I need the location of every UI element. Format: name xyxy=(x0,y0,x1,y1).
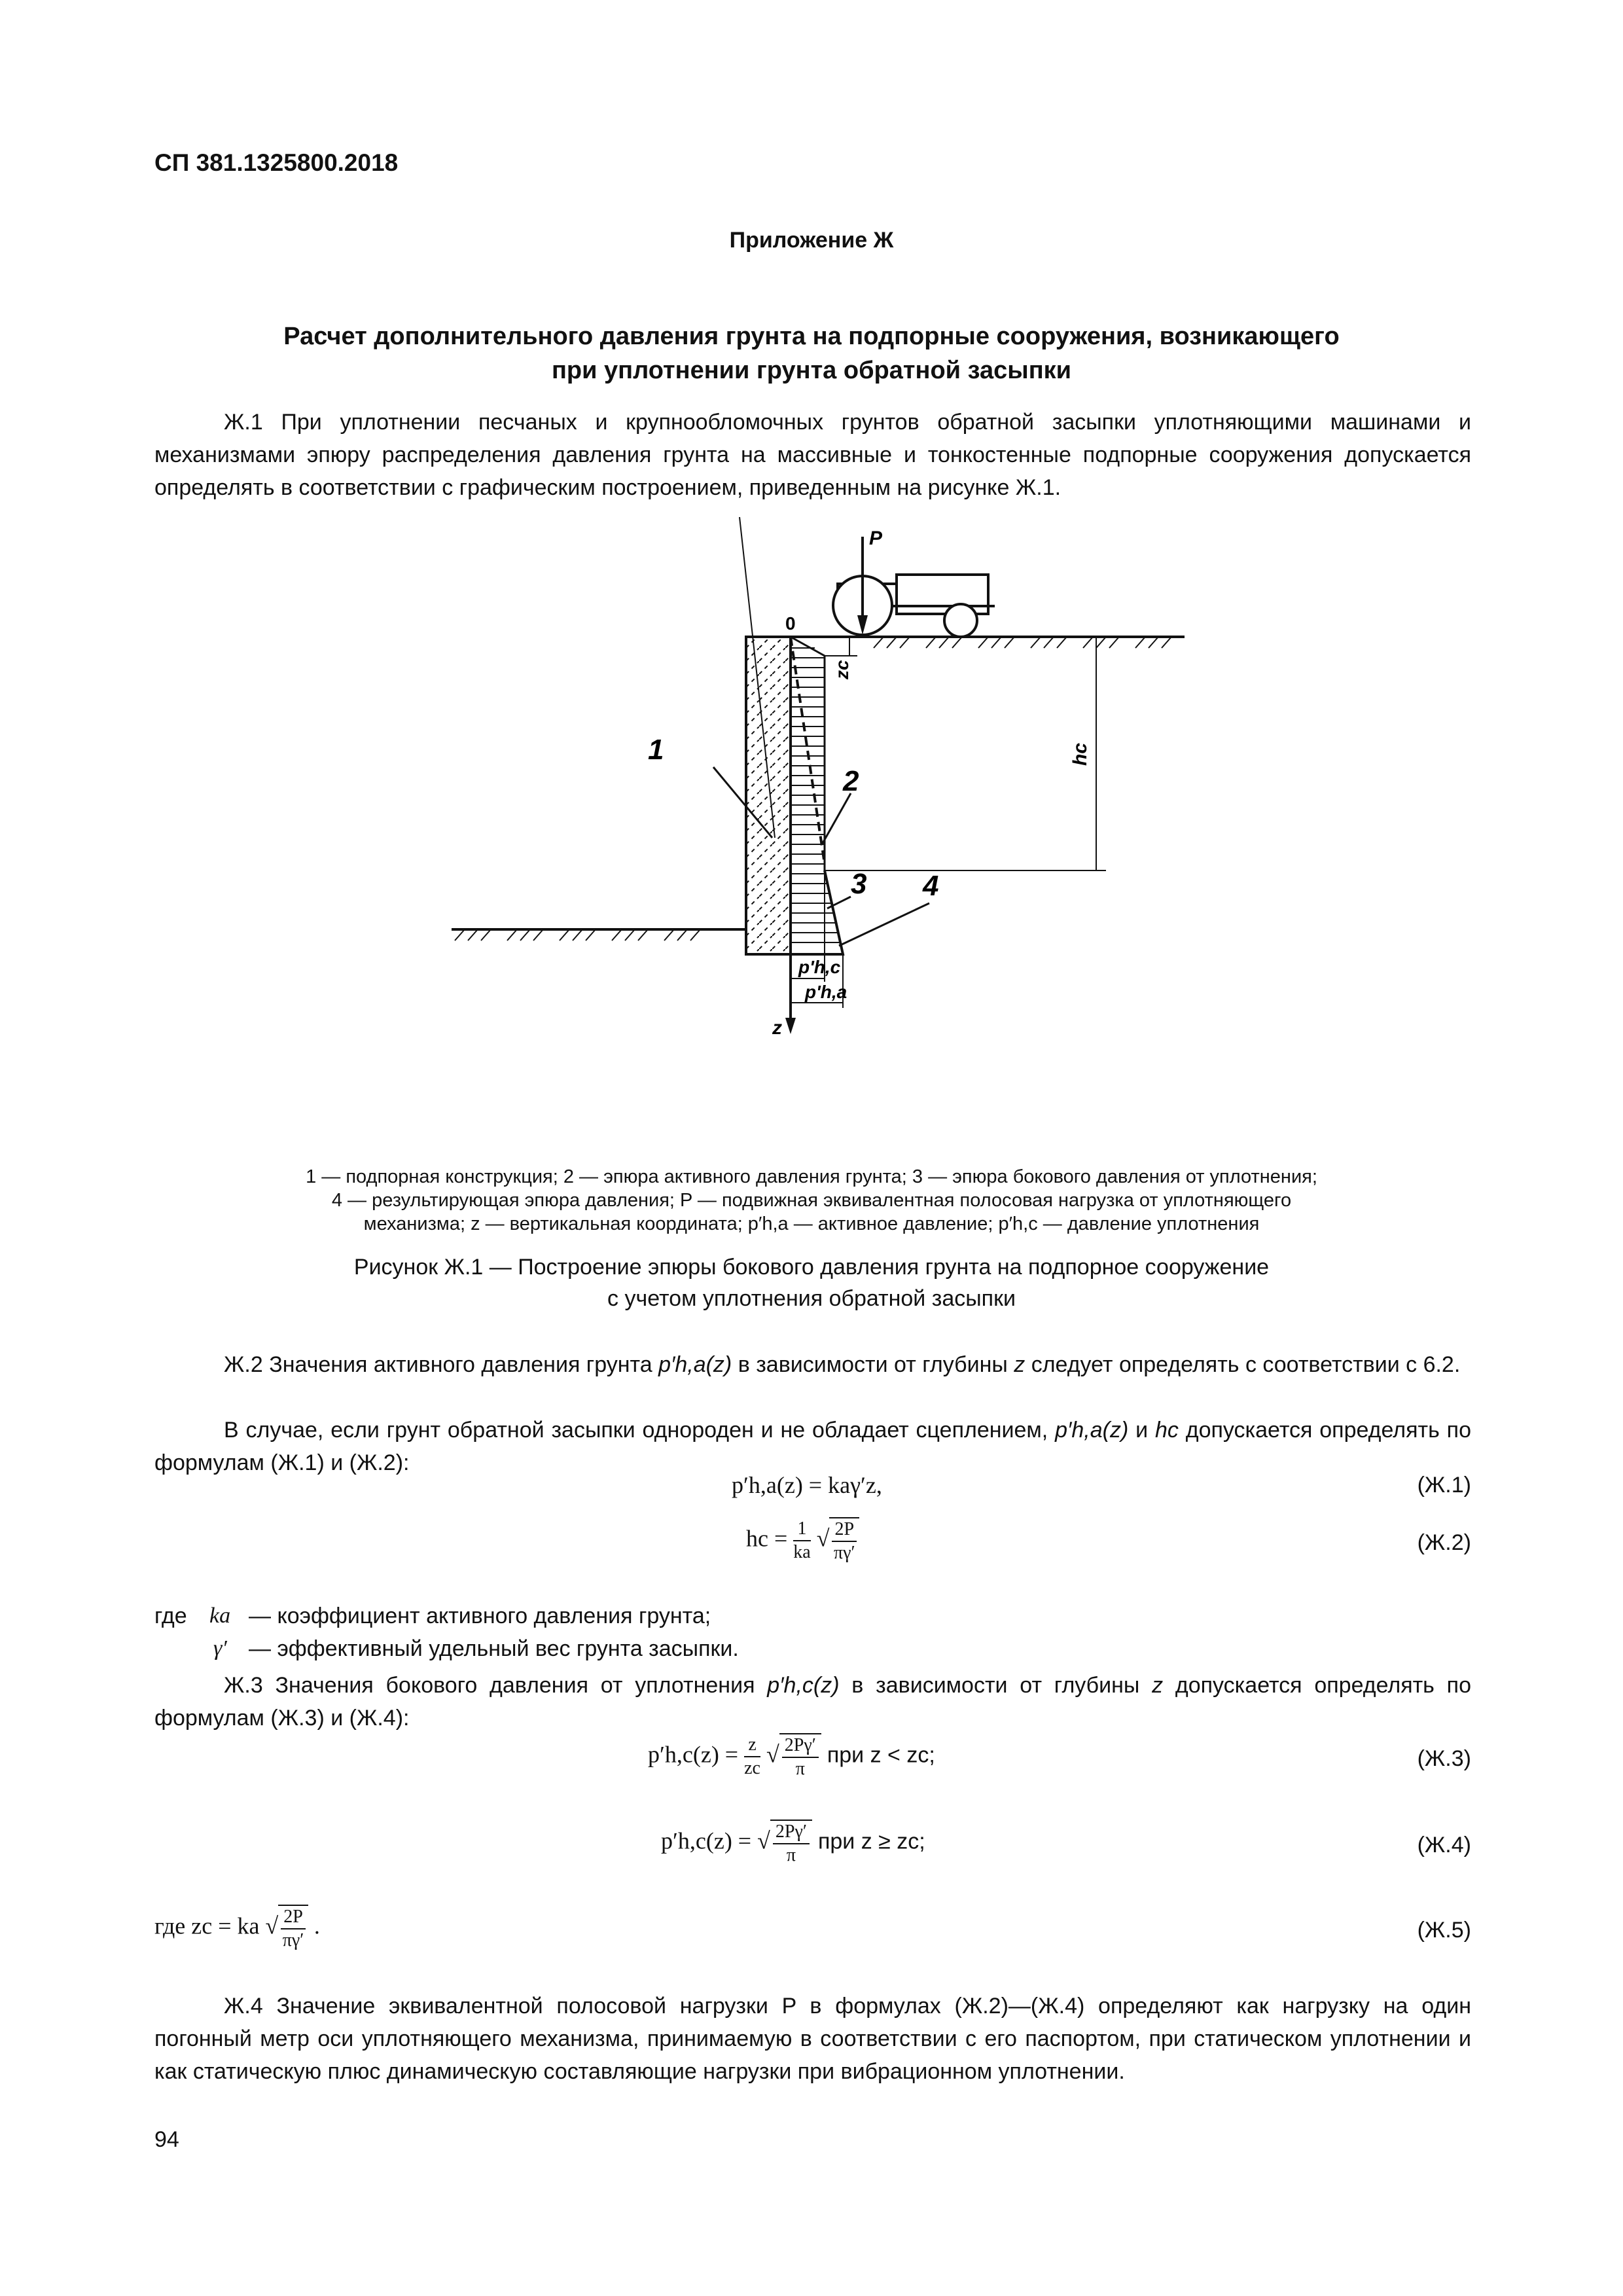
symbol-pha: p′h,a(z) xyxy=(658,1352,732,1377)
sqrt-2Pg-4: 2Pγ′ xyxy=(773,1821,810,1844)
figure-retaining-wall-diagram xyxy=(432,517,1217,1145)
paragraph-zh2b-text-b: и xyxy=(1128,1418,1155,1443)
figure-caption-line-1: Рисунок Ж.1 — Построение эпюры бокового давления грунта на подпорное сооружение xyxy=(353,1255,1270,1280)
retaining-wall xyxy=(746,637,791,954)
label-3: 3 xyxy=(851,868,867,900)
sqrt-sign: √ xyxy=(816,1525,830,1552)
sqrt-2Pg: 2Pγ′ xyxy=(782,1734,819,1758)
symbol-z: z xyxy=(1014,1352,1026,1377)
paragraph-zh2-text-c: следует определять с соответствии с 6.2. xyxy=(1025,1352,1461,1377)
sqrt-sign-3: √ xyxy=(766,1741,779,1768)
frac-z: z xyxy=(744,1734,760,1757)
leader-4 xyxy=(839,903,929,946)
formula-zh4-sqrt xyxy=(770,1820,812,1867)
formula-zh2-number: (Ж.2) xyxy=(1417,1530,1471,1555)
document-code: СП 381.1325800.2018 xyxy=(154,149,399,176)
sqrt-pi-4: π xyxy=(786,1845,796,1865)
leader-2 xyxy=(822,793,851,844)
where-label: где xyxy=(154,1604,187,1628)
sqrt-pig: πγ′ xyxy=(833,1543,855,1563)
section-title xyxy=(0,319,1623,387)
figure-caption xyxy=(0,1251,1623,1314)
formula-zh5-lhs: где zc = ka xyxy=(154,1912,260,1939)
formula-zh3-number: (Ж.3) xyxy=(1417,1746,1471,1771)
symbol-phc: p′h,c(z) xyxy=(767,1673,840,1698)
label-hc: hc xyxy=(1069,742,1091,766)
frac-zc: zc xyxy=(744,1758,760,1778)
sqrt-2P: 2P xyxy=(832,1518,857,1542)
frac-one: 1 xyxy=(793,1518,810,1541)
formula-zh4-number: (Ж.4) xyxy=(1417,1833,1471,1857)
figure-caption-line-2: с учетом уплотнения обратной засыпки xyxy=(607,1286,1016,1311)
label-pha: p'h,a xyxy=(805,982,847,1002)
formula-zh3-sqrt xyxy=(779,1733,821,1780)
pressure-hatch xyxy=(791,648,841,942)
label-2: 2 xyxy=(843,765,859,797)
figure-legend xyxy=(196,1165,1427,1236)
formula-zh1-number: (Ж.1) xyxy=(1417,1473,1471,1498)
formula-zh1: p′h,a(z) = kaγ′z, xyxy=(732,1472,882,1498)
active-pressure-line xyxy=(791,637,825,864)
formula-zh3 xyxy=(648,1733,935,1780)
formula-zh4-condition: при z ≥ zc; xyxy=(817,1829,925,1854)
formula-zh5-sqrt xyxy=(278,1905,308,1952)
sqrt-pi: π xyxy=(795,1759,805,1779)
paragraph-zh2b-text-c: допускается определять по формулам (Ж.1) и (Ж.2): xyxy=(154,1418,1471,1475)
figure-legend-line-1: 1 — подпорная конструкция; 2 — эпюра активного давления грунта; 3 — эпюра бокового давления от уплотнения; xyxy=(306,1166,1317,1187)
formula-zh2 xyxy=(746,1517,859,1564)
where-ka-desc: — коэффициент активного давления грунта; xyxy=(249,1604,711,1628)
formula-zh3-frac xyxy=(744,1734,760,1780)
formula-zh2-lhs: hc = xyxy=(746,1525,788,1552)
formula-zh5-number: (Ж.5) xyxy=(1417,1918,1471,1943)
sqrt-sign-4: √ xyxy=(757,1827,770,1854)
label-4: 4 xyxy=(923,870,939,902)
where-ka-symbol: ka xyxy=(209,1604,231,1628)
ground-hatch-top xyxy=(874,637,1171,648)
formula-zh4-lhs: p′h,c(z) = xyxy=(661,1827,752,1854)
label-z: z xyxy=(772,1017,782,1039)
sqrt-sign-5: √ xyxy=(265,1912,279,1939)
formula-zh3-condition: при z < zc; xyxy=(827,1742,935,1768)
ground-hatch-bottom xyxy=(455,929,700,941)
formula-zh3-lhs: p′h,c(z) = xyxy=(648,1741,739,1768)
paragraph-zh2 xyxy=(154,1348,1471,1381)
symbol-z-2: z xyxy=(1152,1673,1164,1698)
paragraph-zh1 xyxy=(154,406,1471,504)
symbol-hc: hc xyxy=(1154,1418,1179,1443)
section-title-line-2: при уплотнении грунта обратной засыпки xyxy=(551,357,1072,384)
figure-legend-line-2: 4 — результирующая эпюра давления; P — подвижная эквивалентная полосовая нагрузка от уплотняющего xyxy=(331,1190,1292,1211)
z-axis-arrow xyxy=(785,1018,796,1034)
paragraph-zh3 xyxy=(154,1669,1471,1734)
formula-zh2-sqrt xyxy=(829,1517,859,1564)
label-phc: p'h,c xyxy=(798,957,841,977)
paragraph-zh2-text-b: в зависимости от глубины xyxy=(732,1352,1014,1377)
section-title-line-1: Расчет дополнительного давления грунта на подпорные сооружения, возникающего xyxy=(283,323,1340,350)
paragraph-zh3-text-c: допускается определять по формулам (Ж.3) и (Ж.4): xyxy=(154,1673,1471,1731)
formula-zh5 xyxy=(154,1905,320,1952)
label-P: P xyxy=(869,528,883,549)
where-gamma-symbol: γ′ xyxy=(213,1636,227,1660)
paragraph-zh3-text-b: в зависимости от глубины xyxy=(839,1673,1152,1698)
paragraph-zh2b-text-a: В случае, если грунт обратной засыпки однороден и не обладает сцеплением, xyxy=(224,1418,1056,1443)
paragraph-zh2b xyxy=(154,1414,1471,1479)
appendix-title: Приложение Ж xyxy=(729,228,894,253)
where-gamma-desc: — эффективный удельный вес грунта засыпки. xyxy=(249,1636,739,1661)
formula-zh2-frac xyxy=(793,1518,810,1564)
sqrt-2P-5: 2P xyxy=(281,1906,306,1929)
symbol-pha-2: p′h,a(z) xyxy=(1055,1418,1129,1443)
label-origin: 0 xyxy=(785,613,796,634)
label-1: 1 xyxy=(648,734,664,766)
figure-legend-line-3: механизма; z — вертикальная координата; p′h,a — активное давление; p′h,c — давление уплотнения xyxy=(363,1213,1260,1234)
frac-ka: ka xyxy=(793,1542,811,1562)
paragraph-zh3-text-a: Ж.3 Значения бокового давления от уплотнения xyxy=(224,1673,768,1698)
compactor-vehicle xyxy=(833,575,995,637)
formula-zh5-dot: . xyxy=(313,1912,320,1939)
page-number: 94 xyxy=(154,2127,179,2152)
paragraph-zh2-text-a: Ж.2 Значения активного давления грунта xyxy=(224,1352,659,1377)
paragraph-zh4-text: Ж.4 Значение эквивалентной полосовой нагрузки P в формулах (Ж.2)—(Ж.4) определяют как нагрузку на один погонный метр оси уплотняющего механизма, принимаемую в соответствии с его паспортом, при статическом уплотнении и как статическую плюс динамическую составляющие нагрузки при вибрационном уплотнении. xyxy=(154,1994,1471,2084)
paragraph-zh4 xyxy=(154,1990,1471,2088)
label-zc: zc xyxy=(832,660,852,679)
formula-zh4 xyxy=(661,1820,925,1867)
paragraph-zh1-text: Ж.1 При уплотнении песчаных и крупнообломочных грунтов обратной засыпки уплотняющими машинами и механизмами эпюру распределения давления грунта на массивные и тонкостенные подпорные сооружения допускается определять в соответствии с графическим построением, приведенным на рисунке Ж.1. xyxy=(154,410,1471,500)
sqrt-pig-5: πγ′ xyxy=(282,1930,304,1950)
